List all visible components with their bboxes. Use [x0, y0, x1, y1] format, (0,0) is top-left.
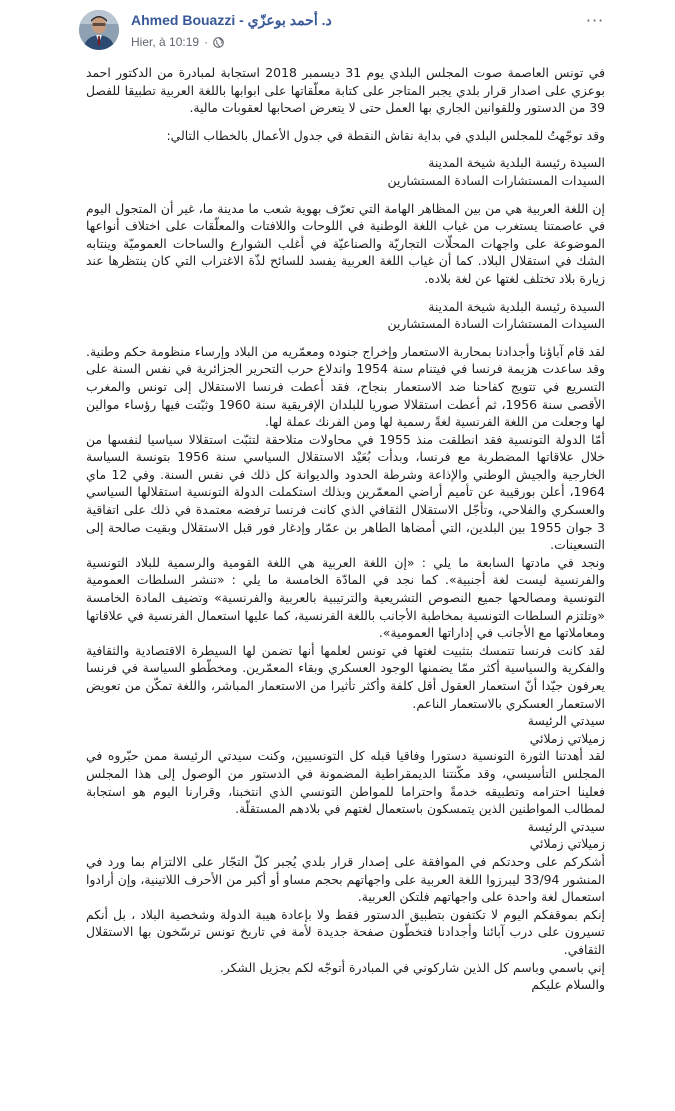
- post-paragraph: السيدات المستشارات السادة المستشارين: [387, 316, 605, 332]
- post-meta: [131, 35, 224, 51]
- globe-icon: [213, 37, 224, 51]
- post-paragraph: لقد أهدتنا الثورة التونسية دستورا وفاقيا قبله كل التونسيين، وكنت سيدتي الرئيسة ممن حبّروه في المجلس التأسيسي، وقد مكّنتنا الديمقراطية المضمونة في الدستور من الوصول إلى هذا المجلس فعلينا احترامه وتطبيقه خدمةً واحتراما للمواطن التونسي الذي انتخبنا، وقرارنا اليوم هو استجابة لمطالب المواطنين الذين يتمسكون باستعمال لغتهم في بلادهم المستقلّة.: [86, 748, 605, 817]
- profile-photo: [79, 10, 119, 50]
- avatar[interactable]: [79, 10, 119, 50]
- meta-separator: ·: [204, 35, 209, 49]
- post-paragraph: السيدة رئيسة البلدية شيخة المدينة: [428, 155, 605, 171]
- post-paragraph: أشكركم على وحدتكم في الموافقة على إصدار قرار بلدي يُجبر كلّ التجّار على الالتزام بما ورد في المنشور 33/94 ليبرزوا اللغة العربية على واجهاتهم بحجم مساو أو أكبر من الأحرف اللاتينية، وإن أرادوا استعمال لغة واحدة على واجهاتهم فلتكن العربية.: [86, 853, 606, 905]
- post-paragraph: في تونس العاصمة صوت المجلس البلدي يوم 31 ديسمبر 2018 استجابة لمبادرة من الدكتور احمد بوعزي على اصدار قرار بلدي يجبر المتاجر على كتابة معلّقاتها على ابوابها باللغة العربية تطبيقا للفصل 39 من الدستور وللقوانين الجاري بها العمل حتى لا يتعرض اصحابها لعقوبات مالية.: [86, 65, 605, 116]
- post-paragraph: سيدتي الرئيسة: [527, 818, 605, 834]
- post-paragraph: زميلاتي زملائي: [529, 730, 605, 746]
- author-name[interactable]: Ahmed Bouazzi - د. أحمد بوعزّي: [131, 12, 332, 28]
- post-header: [0, 0, 675, 62]
- post-paragraph: والسلام عليكم: [531, 977, 605, 993]
- post-timestamp[interactable]: Hier, à 10:19: [131, 35, 200, 49]
- post-paragraph: لقد كانت فرنسا تتمسك بتثبيت لغتها في تونس لعلمها أنها تضمن لها السيطرة الاقتصادية والثقافية والفكرية والسياسية أكثر ممّا يضمنها الوجود العسكري وبقاء المعمّرين. ومخطّطو السياسة في فرنسا يعرفون جيّدا أنّ استعمار العقول أقل كلفة وأكثر تأثيرا من الاستعمار المباشر، واللغة تمكّن من تعويض الاستعمار العسكري بالاستعمار الناعم.: [86, 642, 605, 711]
- post-paragraph: لقد قام آباؤنا وأجدادنا بمحاربة الاستعمار وإخراج جنوده ومعمّريه من البلاد وإرساء منظومة حكم وطنية. وقد ساعدت هزيمة فرنسا في فيتنام سنة 1954 واندلاع حرب التحرير الجزائرية في نفس السنة على التسريع في تتويج كفاحنا ضد الاستعمار بنجاح، فقد أعطت فرنسا الاستقلال إلى تونس والمغرب الأقصى سنة 1956، ثم أعطت استقلالا صوريا للبلدان الإفريقية سنة 1960 وثبّتت فيها رؤساء موالين لها وجعلت من اللغة الفرنسية لغةً رسمية لها ومن الفرنك عملة لها.: [86, 343, 606, 430]
- post-paragraph: وقد توجّهتُ للمجلس البلدي في بداية نقاش النقطة في جدول الأعمال بالخطاب التالي:: [166, 127, 605, 143]
- post-paragraph: إنكم بموقفكم اليوم لا تكتفون بتطبيق الدستور فقط ولا بإعادة هيبة الدولة وشخصية البلاد ، بل أنكم تسيرون على درب آبائنا وأجدادنا فتخطّون صفحة جديدة لأمة في تاريخ تونس ترسّخون بها الاستقلال الثقافي.: [86, 906, 605, 957]
- post-paragraph: ونجد في مادتها السابعة ما يلي : «إن اللغة العربية هي اللغة القومية والرسمية للبلاد التونسية والفرنسية ليست لغة أجنبية». كما نجد في المادّة الخامسة ما يلي : «تنشر السلطات العمومية التونسية ومصالحها جميع النصوص التشريعية والترتيبية بالعربية والفرنسية» وتضيف المادة الخامسة «وتلتزم السلطات التونسية بمخاطبة الأجانب باللغة الفرنسية، كما عليها استعمال الفرنسية في علاقاتها ومعاملاتها مع الأجانب في إداراتها العمومية».: [86, 554, 605, 641]
- post-paragraph: أمّا الدولة التونسية فقد انطلقت منذ 1955 في محاولات متلاحقة لتثبّت استقلالا سياسيا لنفسها من خلال علاقاتها المضطربة مع فرنسا، وبدأت بُعَيْد الاستقلال السياسي سنة 1956 بتونسة السياسة الخارجية والجيش الوطني والإذاعة وشرطة الحدود والديوانة كل ذلك في نفس السنة. وفي 12 ماي 1964، أعلن بورقيبة عن تأميم أراضي المعمّرين وبذلك استكملت الدولة التونسية استقلالها السياسي والعسكري والفلاحي، وتأجّل الاستقلال الثقافي الذي كانت فرنسا ترفضه معتمدة في ذلك على اتفاقية 3 جوان 1955 بين البلدين، التي أمضاها الطاهر بن عمّار وإدغار فور قبل الاستقلال وبقيت صالحة إلى التسعينات.: [86, 431, 605, 553]
- post-body: [86, 64, 605, 994]
- post-paragraph: إن اللغة العربية هي من بين المظاهر الهامة التي تعرّف بهوية شعب ما مدينة ما، غير أن المتجول اليوم في عاصمتنا يستغرب من غياب اللغة الوطنية في اللوحات واللافتات والمعلّقات على اختلاف أنواعها الموضوعة على واجهات المحلّات التجاريّة والصناعيّة في أغلب الشوارع والساحات العموميّة وينتابه الشك في استقلال البلاد. كما أن غياب اللغة العربية يفسد للسائح لذّة الاغتراب التي كان ينتظرها عند زيارة بلاد تختلف لغتها عن لغة بلاده.: [86, 200, 605, 286]
- more-options-icon[interactable]: ···: [585, 11, 605, 30]
- post-paragraph: السيدات المستشارات السادة المستشارين: [387, 172, 605, 188]
- post-paragraph: السيدة رئيسة البلدية شيخة المدينة: [428, 298, 605, 314]
- post-paragraph: إني باسمي وباسم كل الذين شاركوني في المبادرة أتوجّه لكم بجزيل الشكر.: [219, 959, 605, 975]
- post-paragraph: زميلاتي زملائي: [529, 836, 605, 852]
- post-paragraph: سيدتي الرئيسة: [527, 713, 605, 729]
